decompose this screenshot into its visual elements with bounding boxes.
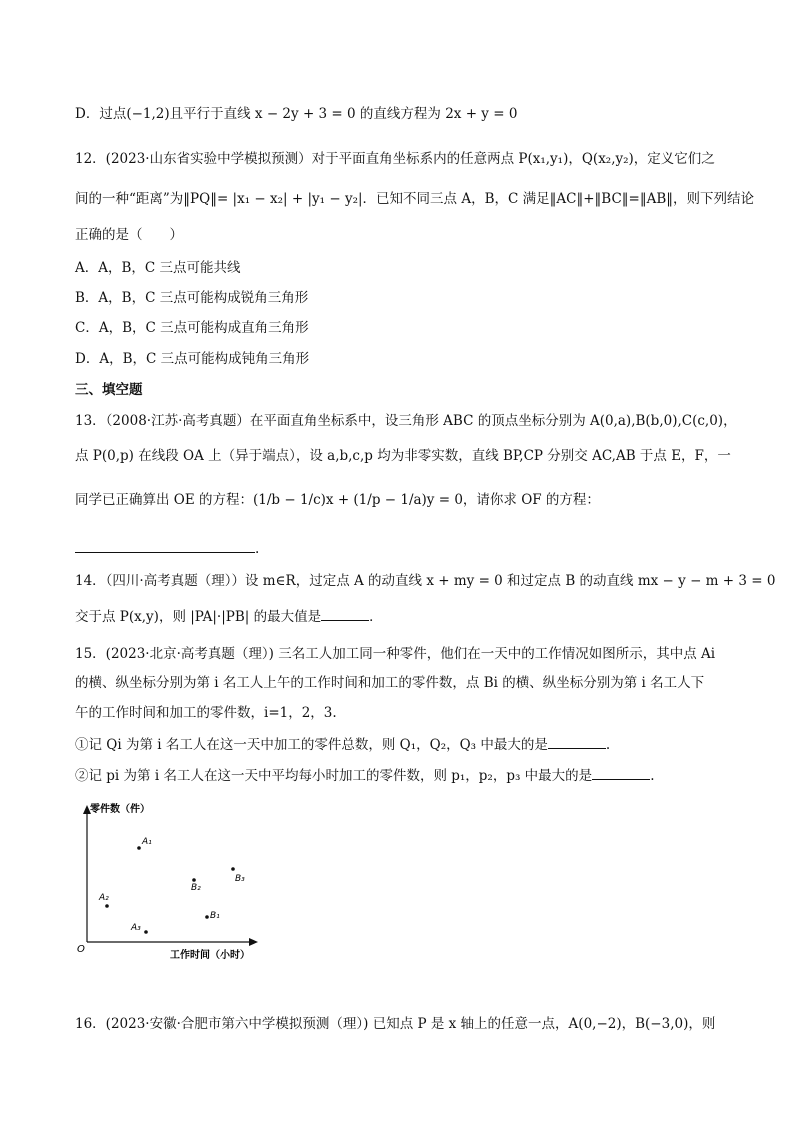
y-axis-label: 零件数（件） <box>90 804 150 815</box>
scatter-figure <box>70 800 270 970</box>
answer-blank[interactable] <box>321 606 369 621</box>
question-15-sub-2: ②记 pi 为第 i 名工人在这一天中平均每小时加工的零件数，则 p₁，p₂，p₃ 中最大的是 . <box>75 765 654 786</box>
x-axis-label: 工作时间（小时） <box>170 950 250 961</box>
question-16-line-1: 16．(2023·安徽·合肥市第六中学模拟预测（理）) 已知点 P 是 x 轴上的任意一点，A(0,−2)，B(−3,0)，则 <box>75 1016 716 1032</box>
option-d-q11: D．过点(−1,2)且平行于直线 x − 2y + 3 = 0 的直线方程为 2x + y = 0 <box>75 106 518 122</box>
option-b-q12: B．A，B，C 三点可能构成锐角三角形 <box>75 290 309 306</box>
answer-blank[interactable] <box>75 538 255 553</box>
origin-label: O <box>77 944 85 955</box>
option-c-q12: C．A，B，C 三点可能构成直角三角形 <box>75 320 309 336</box>
question-15-line-3: 午的工作时间和加工的零件数，i=1，2，3. <box>75 705 337 721</box>
question-13-line-2: 点 P(0,p) 在线段 OA 上（异于端点），设 a,b,c,p 均为非零实数，直线 BP,CP 分别交 AC,AB 于点 E，F，一 <box>75 448 731 464</box>
point-a1-label: A₁ <box>142 837 152 847</box>
answer-blank[interactable] <box>592 765 650 780</box>
question-13-line-3: 同学已正确算出 OE 的方程：(1/b − 1/c)x + (1/p − 1/a)y = 0，请你求 OF 的方程： <box>75 492 600 508</box>
question-13-answer-line: . <box>75 538 259 559</box>
point-b3 <box>231 867 235 871</box>
point-b3-label: B₃ <box>235 874 245 884</box>
question-12-line-3: 正确的是（ ） <box>75 227 183 243</box>
point-a2-label: A₂ <box>99 893 109 903</box>
question-12-line-1: 12．(2023·山东省实验中学模拟预测）对于平面直角坐标系内的任意两点 P(x₁,y₁)，Q(x₂,y₂)，定义它们之 <box>75 151 715 167</box>
point-a3-label: A₃ <box>131 923 141 933</box>
point-a2 <box>105 904 109 908</box>
question-15-sub-1: ①记 Qi 为第 i 名工人在这一天中加工的零件总数，则 Q₁，Q₂，Q₃ 中最大的是 . <box>75 734 610 755</box>
question-12-line-2: 间的一种“距离”为‖PQ‖= |x₁ − x₂| + |y₁ − y₂|．已知不同三点 A，B，C 满足‖AC‖+‖BC‖=‖AB‖，则下列结论 <box>75 191 755 207</box>
answer-blank[interactable] <box>548 734 606 749</box>
x-axis-arrow <box>249 938 258 946</box>
point-a1 <box>137 846 141 850</box>
point-b1-label: B₁ <box>210 911 220 921</box>
question-14-line-1: 14．（四川·高考真题（理））设 m∈R，过定点 A 的动直线 x + my = 0 和过定点 B 的动直线 mx − y − m + 3 = 0 <box>75 573 776 589</box>
option-d-q12: D．A，B，C 三点可能构成钝角三角形 <box>75 351 310 367</box>
section-heading-fill-in: 三、填空题 <box>75 382 143 398</box>
point-b1 <box>205 915 209 919</box>
option-a-q12: A．A，B，C 三点可能共线 <box>75 260 241 276</box>
question-14-line-2: 交于点 P(x,y)，则 |PA|·|PB| 的最大值是 ． <box>75 606 383 627</box>
question-13-line-1: 13．（2008·江苏·高考真题）在平面直角坐标系中，设三角形 ABC 的顶点坐标分别为 A(0,a),B(b,0),C(c,0)， <box>75 413 737 429</box>
point-b2 <box>192 878 196 882</box>
point-a3 <box>144 930 148 934</box>
question-15-line-1: 15．(2023·北京·高考真题（理）) 三名工人加工同一种零件，他们在一天中的工作情况如图所示，其中点 Ai <box>75 646 716 662</box>
question-15-line-2: 的横、纵坐标分别为第 i 名工人上午的工作时间和加工的零件数，点 Bi 的横、纵坐标分别为第 i 名工人下 <box>75 675 705 691</box>
point-b2-label: B₂ <box>191 883 201 893</box>
